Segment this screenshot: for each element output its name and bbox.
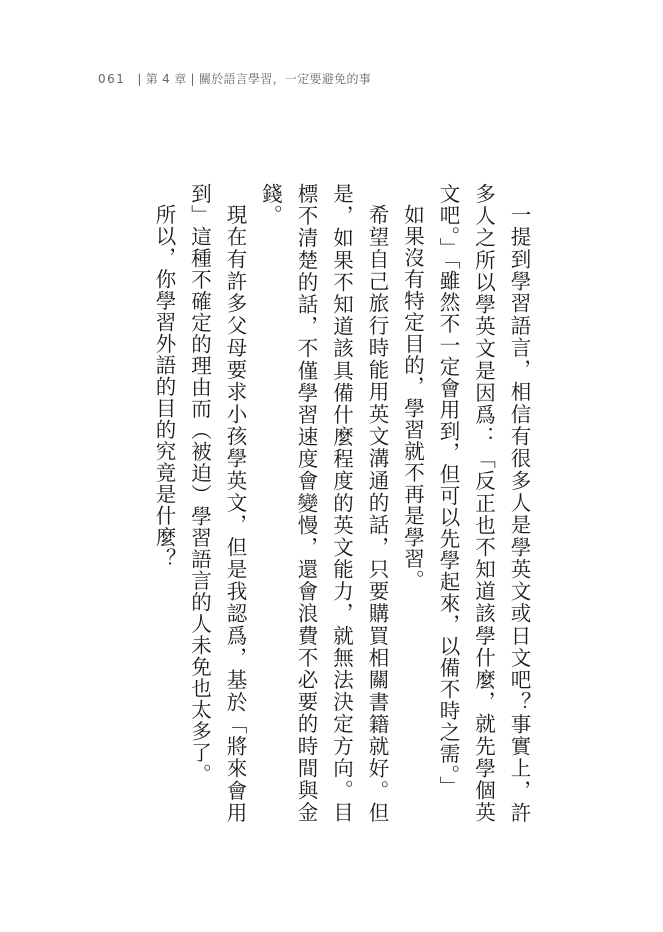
chapter-label: 第 4 章 xyxy=(145,72,187,86)
running-header xyxy=(98,70,371,87)
paragraph: 希望自己旅行時能用英文溝通的話，只要購買相關書籍就好。但是，如果不知道該具備什麼程度的英文能力，就無法決定方向。目標不清楚的話，不僅學習速度會變慢，還會浪費不必要的時間與金錢。 xyxy=(258,183,389,823)
page-number: 061 xyxy=(98,72,126,86)
paragraph: 所以，你學習外語的目的究竟是什麼？ xyxy=(152,203,176,569)
header-divider: | xyxy=(190,72,195,86)
paragraph: 一提到學習語言，相信有很多人是學英文或日文吧？事實上，許多人之所以學英文是因爲：「反正也不知道該學什麼，就先學個英文吧。」「雖然不一定會用到，但可以先學起來，以備不時之需。」 xyxy=(436,183,531,823)
header-divider: | xyxy=(137,72,142,86)
paragraph: 如果沒有特定目的，學習就不再是學習。 xyxy=(400,203,425,591)
chapter-title: 關於語言學習，一定要避免的事 xyxy=(198,72,372,86)
paragraph: 現在有許多父母要求小孩學英文，但是我認爲，基於「將來會用到」這種不確定的理由而（被迫）學習語言的人未免也太多了。 xyxy=(187,183,247,823)
body-text xyxy=(152,183,536,823)
